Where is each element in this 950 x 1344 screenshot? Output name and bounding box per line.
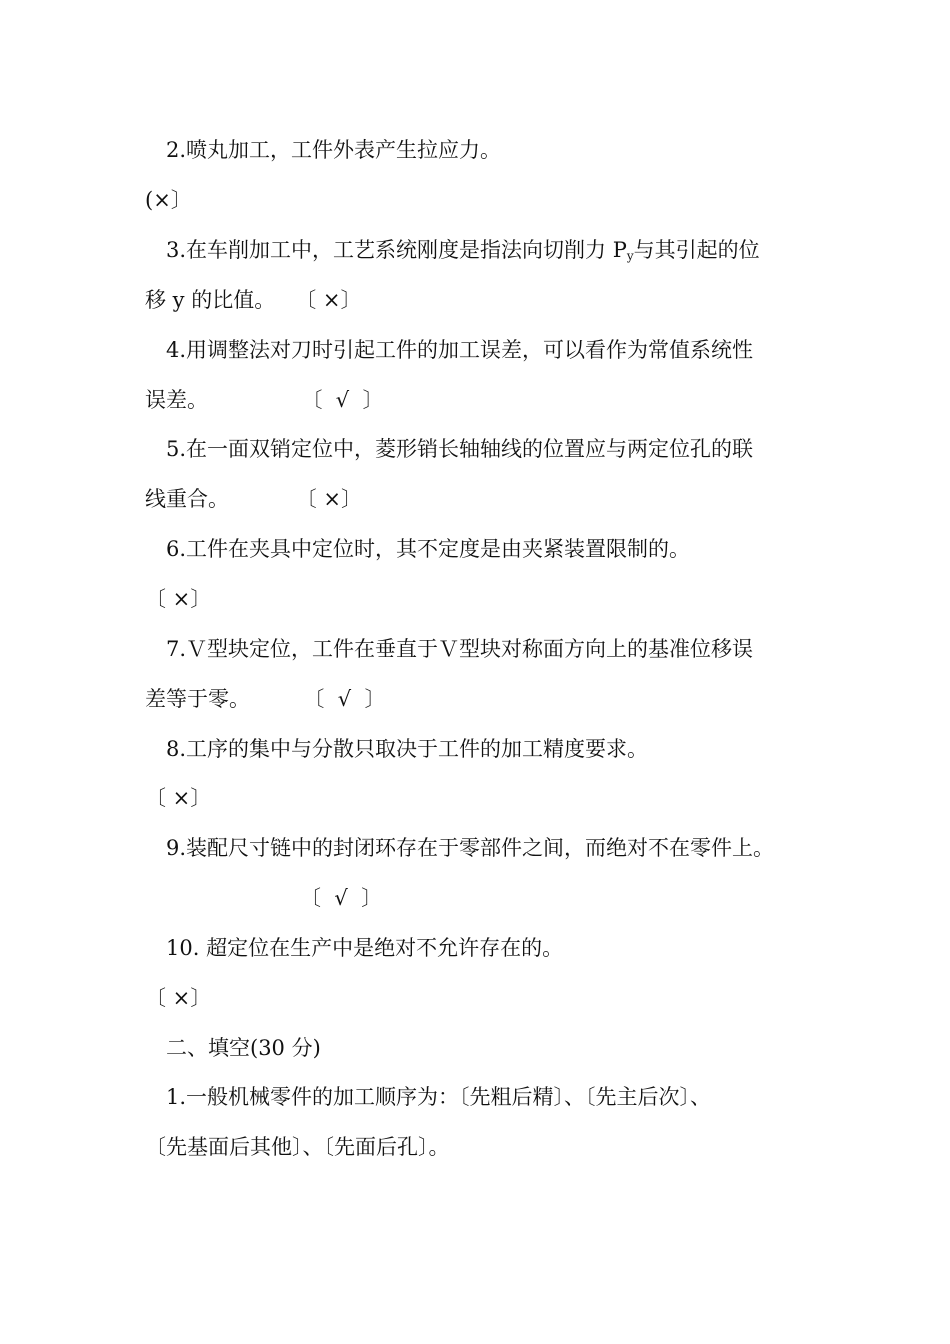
question-3-line-1 bbox=[166, 235, 760, 265]
fill-1-line-1: 1.一般机械零件的加工顺序为：〔先粗后精〕、〔先主后次〕、 bbox=[166, 1085, 712, 1109]
question-10: 10. 超定位在生产中是绝对不允许存在的。 bbox=[166, 936, 564, 960]
subscript-y: y bbox=[626, 249, 634, 263]
question-2: 2.喷丸加工，工件外表产生拉应力。 bbox=[166, 138, 502, 162]
question-7-line-1: 7.Ｖ型块定位，工件在垂直于Ｖ型块对称面方向上的基准位移误 bbox=[166, 637, 754, 661]
question-9: 9.装配尺寸链中的封闭环存在于零部件之间，而绝对不在零件上。 bbox=[166, 836, 775, 860]
fill-1-line-2: 〔先基面后其他〕、〔先面后孔〕。 bbox=[145, 1135, 450, 1159]
question-3-text-cont: 与其引起的位 bbox=[633, 238, 760, 262]
answer-6: 〔 ×〕 bbox=[145, 587, 212, 611]
question-4-line-1: 4.用调整法对刀时引起工件的加工误差，可以看作为常值系统性 bbox=[166, 338, 754, 362]
section-heading-fill-blank: 二、填空(30 分) bbox=[166, 1036, 321, 1060]
answer-10: 〔 ×〕 bbox=[145, 986, 212, 1010]
question-7-line-2: 差等于零。 〔 √ 〕 bbox=[145, 687, 386, 711]
answer-2: (×〕 bbox=[145, 188, 192, 212]
answer-8: 〔 ×〕 bbox=[145, 786, 212, 810]
question-3-text: 3.在车削加工中，工艺系统刚度是指法向切削力 P bbox=[166, 238, 627, 262]
question-5-line-2: 线重合。 〔 ×〕 bbox=[145, 487, 363, 511]
question-3-line-2: 移 y 的比值。 〔 ×〕 bbox=[145, 288, 362, 312]
question-6: 6.工件在夹具中定位时，其不定度是由夹紧装置限制的。 bbox=[166, 537, 691, 561]
question-5-line-1: 5.在一面双销定位中，菱形销长轴轴线的位置应与两定位孔的联 bbox=[166, 437, 754, 461]
question-8: 8.工序的集中与分散只取决于工件的加工精度要求。 bbox=[166, 737, 649, 761]
question-4-line-2: 误差。 〔 √ 〕 bbox=[145, 388, 384, 412]
answer-9: 〔 √ 〕 bbox=[300, 886, 383, 910]
